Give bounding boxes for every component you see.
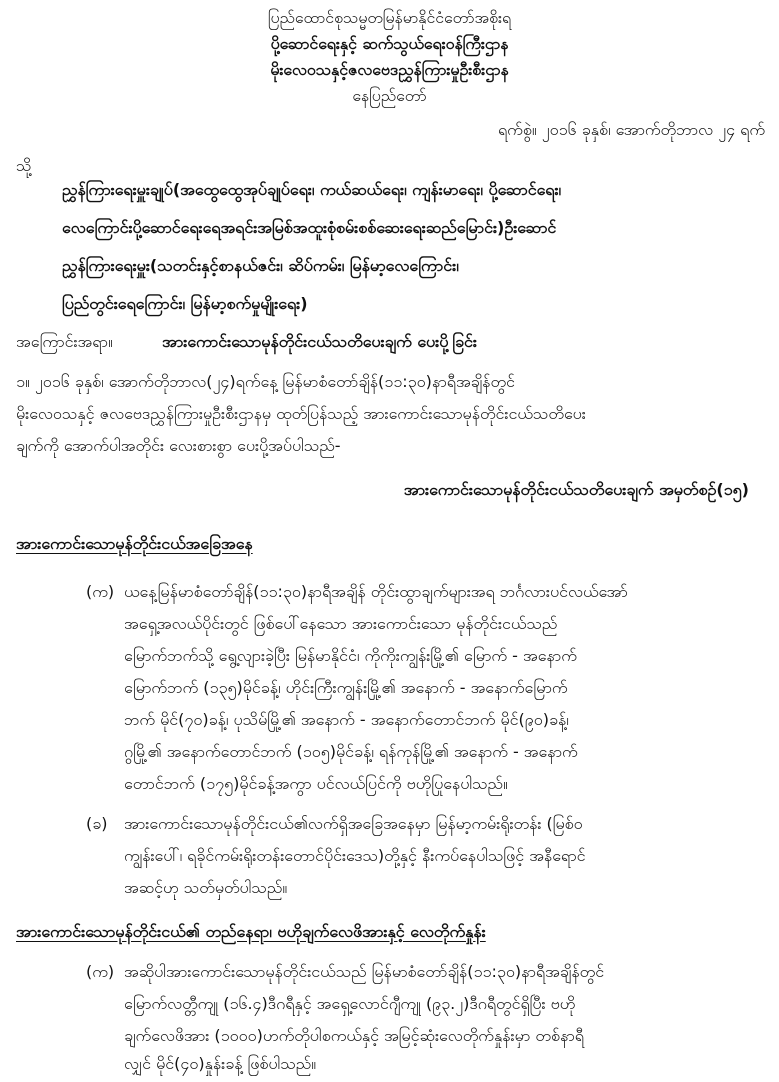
recipient-line: ညွှန်ကြားရေးမှူးချုပ်(အထွေထွေအုပ်ချုပ်ရေး၊ ကယ်ဆယ်ရေး၊ ကျန်းမာရေး၊ ပို့ဆောင်ရေး၊ xyxy=(62,180,562,199)
item-marker: (က) xyxy=(86,962,115,981)
item-line: ကျွန်းပေါ်၊ ရခိုင်ကမ်းရိုးတန်းတောင်ပိုင်းဒေသ)တို့နှင့် နီးကပ်နေပါသဖြင့် အနီရောင် xyxy=(124,846,586,865)
paragraph-line: ၁။ ၂၀၁၆ ခုနှစ်၊ အောက်တိုဘာလ(၂၄)ရက်နေ့ မြန်မာစံတော်ချိန်(၁၁:၃၀)နာရီအချိန်တွင် xyxy=(16,372,515,391)
item-line: ချက်လေဖိအား (၁၀၀၀)ဟက်တိုပါစကယ်နှင့် အမြင့်ဆုံးလေတိုက်နှုန်းမှာ တစ်နာရီ xyxy=(124,1026,584,1045)
recipient-line: ပြည်တွင်းရေကြောင်း၊ မြန်မာ့စက်မှုမျိုးရေး) xyxy=(62,294,308,313)
item-line: ယနေ့မြန်မာစံတော်ချိန်(၁၁:၃၀)နာရီအချိန် တိုင်းထွာချက်များအရ ဘင်္ဂလားပင်လယ်အော် xyxy=(124,582,628,601)
header-ministry: ပို့ဆောင်ရေးနှင့် ဆက်သွယ်ရေးဝန်ကြီးဌာန xyxy=(270,34,509,53)
subject-label: အကြောင်းအရာ။ xyxy=(16,332,113,351)
item-line: အဆင့်ဟု သတ်မှတ်ပါသည်။ xyxy=(124,878,288,897)
item-line: လျှင် မိုင်(၄၀)နှုန်းခန့် ဖြစ်ပါသည်။ xyxy=(124,1054,317,1073)
item-line: ဂွမြို့၏ အနောက်တောင်ဘက် (၁၀၅)မိုင်ခန့်၊ ရန်ကုန်မြို့၏ အနောက် - အနောက် xyxy=(124,742,578,761)
recipient-line: ညွှန်ကြားရေးမှူး(သတင်းနှင့်စာနယ်ဇင်း၊ ဆိပ်ကမ်း၊ မြန်မာ့လေကြောင်း၊ xyxy=(62,256,459,275)
subject-text: အားကောင်းသောမုန်တိုင်းငယ်သတိပေးချက် ပေးပို့ခြင်း xyxy=(162,332,477,351)
section-heading-location: အားကောင်းသောမုန်တိုင်းငယ်၏ တည်နေရာ၊ ဗဟိုချက်လေဖိအားနှင့် လေတိုက်နှုန်း xyxy=(16,922,486,941)
item-line: မြောက်ဘက်သို့ ရွေ့လျားခဲ့ပြီး မြန်မာနိုင်ငံ၊ ကိုကိုးကျွန်းမြို့၏ မြောက် - အနောက် xyxy=(124,646,577,665)
item-line: ဘက် မိုင်(၇၀)ခန့်၊ ပုသိမ်မြို့၏ အနောက် - အနောက်တောင်ဘက် မိုင်(၉၀)ခန့်၊ xyxy=(124,710,569,729)
header-government: ပြည်ထောင်စုသမ္မတမြန်မာနိုင်ငံတော်အစိုးရ xyxy=(267,8,512,27)
to-label: သို့ xyxy=(16,156,32,175)
section-heading-status: အားကောင်းသောမုန်တိုင်းငယ်အခြေအနေ xyxy=(16,534,253,553)
item-line: မြောက်ဘက် (၁၃၅)မိုင်ခန့်၊ ဟိုင်းကြီးကျွန်းမြို့၏ အနောက် - အနောက်မြောက် xyxy=(124,678,568,697)
recipient-line: လေကြောင်းပို့ဆောင်ရေးရေအရင်းအမြစ်အထူးစုံစမ်းစစ်ဆေးရေးဆည်မြောင်း)ဦးဆောင် xyxy=(62,218,557,237)
item-line: အားကောင်းသောမုန်တိုင်းငယ်၏လက်ရှိအခြေအနေမှာ မြန်မာ့ကမ်းရိုးတန်း (မြစ်ဝ xyxy=(124,814,583,833)
item-line: အဆိုပါအားကောင်းသောမုန်တိုင်းငယ်သည် မြန်မာစံတော်ချိန်(၁၁:၃၀)နာရီအချိန်တွင် xyxy=(124,962,605,981)
header-city: နေပြည်တော် xyxy=(352,86,427,105)
item-line: တောင်ဘက် (၁၇၅)မိုင်ခန့်အကွာ ပင်လယ်ပြင်ကို ဗဟိုပြုနေပါသည်။ xyxy=(124,774,508,793)
document-date: ရက်စွဲ။ ၂၀၁၆ ခုနှစ်၊ အောက်တိုဘာလ ၂၄ ရက် xyxy=(497,120,765,139)
bulletin-title: အားကောင်းသောမုန်တိုင်းငယ်သတိပေးချက် အမှတ်စဉ်(၁၅) xyxy=(403,480,749,499)
item-line: အရှေ့အလယ်ပိုင်းတွင် ဖြစ်ပေါ်နေသော အားကောင်းသော မုန်တိုင်းငယ်သည် xyxy=(124,614,558,633)
paragraph-line: ချက်ကို အောက်ပါအတိုင်း လေးစားစွာ ပေးပို့အပ်ပါသည်- xyxy=(16,436,341,455)
paragraph-line: မိုးလေဝသနှင့် ဇလဗေဒညွှန်ကြားမှုဦးစီးဌာနမှ ထုတ်ပြန်သည့် အားကောင်းသောမုန်တိုင်းငယ်သတိပေး xyxy=(16,404,586,423)
item-marker: (က) xyxy=(86,582,115,601)
item-line: မြောက်လတ္တီကျု (၁၆.၄)ဒီဂရီနှင့် အရှေ့လောင်ဂျီကျု (၉၃.၂)ဒီဂရီတွင်ရှိပြီး ဗဟို xyxy=(124,994,576,1013)
item-marker: (ခ) xyxy=(86,814,108,833)
header-department: မိုးလေဝသနှင့်ဇလဗေဒညွှန်ကြားမှုဦးစီးဌာန xyxy=(270,60,509,79)
